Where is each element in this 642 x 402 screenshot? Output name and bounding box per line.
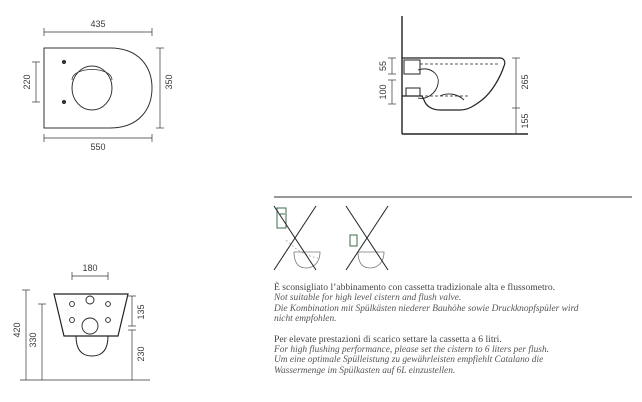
side-view bbox=[402, 16, 528, 134]
dim-330: 330 bbox=[28, 332, 38, 348]
dim-420: 420 bbox=[12, 322, 22, 338]
flush-it: Per elevate prestazioni di scarico settare la cassetta a 6 litri. bbox=[274, 333, 502, 345]
dim-135: 135 bbox=[136, 304, 146, 320]
dim-55: 55 bbox=[378, 60, 388, 72]
top-view bbox=[32, 28, 164, 142]
dim-265: 265 bbox=[520, 74, 530, 90]
dim-180: 180 bbox=[82, 263, 98, 273]
front-view-dimensions bbox=[20, 272, 150, 380]
dim-550: 550 bbox=[90, 142, 106, 152]
installation-notes bbox=[274, 282, 634, 377]
dim-100: 100 bbox=[378, 84, 388, 100]
flush-de-1: Um eine optimale Spülleistung zu gewährleisten empfiehlt Catalano die bbox=[274, 355, 544, 366]
crossed-high-cistern-icon bbox=[274, 206, 320, 270]
front-view bbox=[54, 294, 128, 356]
dim-350: 350 bbox=[164, 74, 174, 90]
front-view-outline bbox=[54, 294, 128, 336]
flush-en: For high flushing performance, please set the cistern to 6 liters per flush. bbox=[274, 344, 549, 355]
warning-de-2: nicht empfohlen. bbox=[274, 314, 337, 325]
warning-de-1: Die Kombination mit Spülkästen niederer Bauhöhe sowie Druckknopfspüler wird bbox=[274, 303, 579, 314]
crossed-flush-valve-icon bbox=[346, 206, 388, 270]
dim-220: 220 bbox=[22, 74, 32, 90]
warning-en: Not suitable for high level cistern and flush valve. bbox=[274, 293, 462, 303]
dim-435: 435 bbox=[90, 19, 106, 29]
dim-230: 230 bbox=[136, 346, 146, 362]
dim-155: 155 bbox=[520, 113, 530, 129]
flush-de-2: Wassermenge im Spülkasten auf 6L einzustellen. bbox=[274, 365, 456, 376]
warning-it: È sconsigliato l’abbinamento con cassetta tradizionale alta e flussometro. bbox=[274, 282, 556, 293]
side-view-bowl bbox=[402, 58, 505, 110]
top-view-outline bbox=[44, 48, 152, 128]
